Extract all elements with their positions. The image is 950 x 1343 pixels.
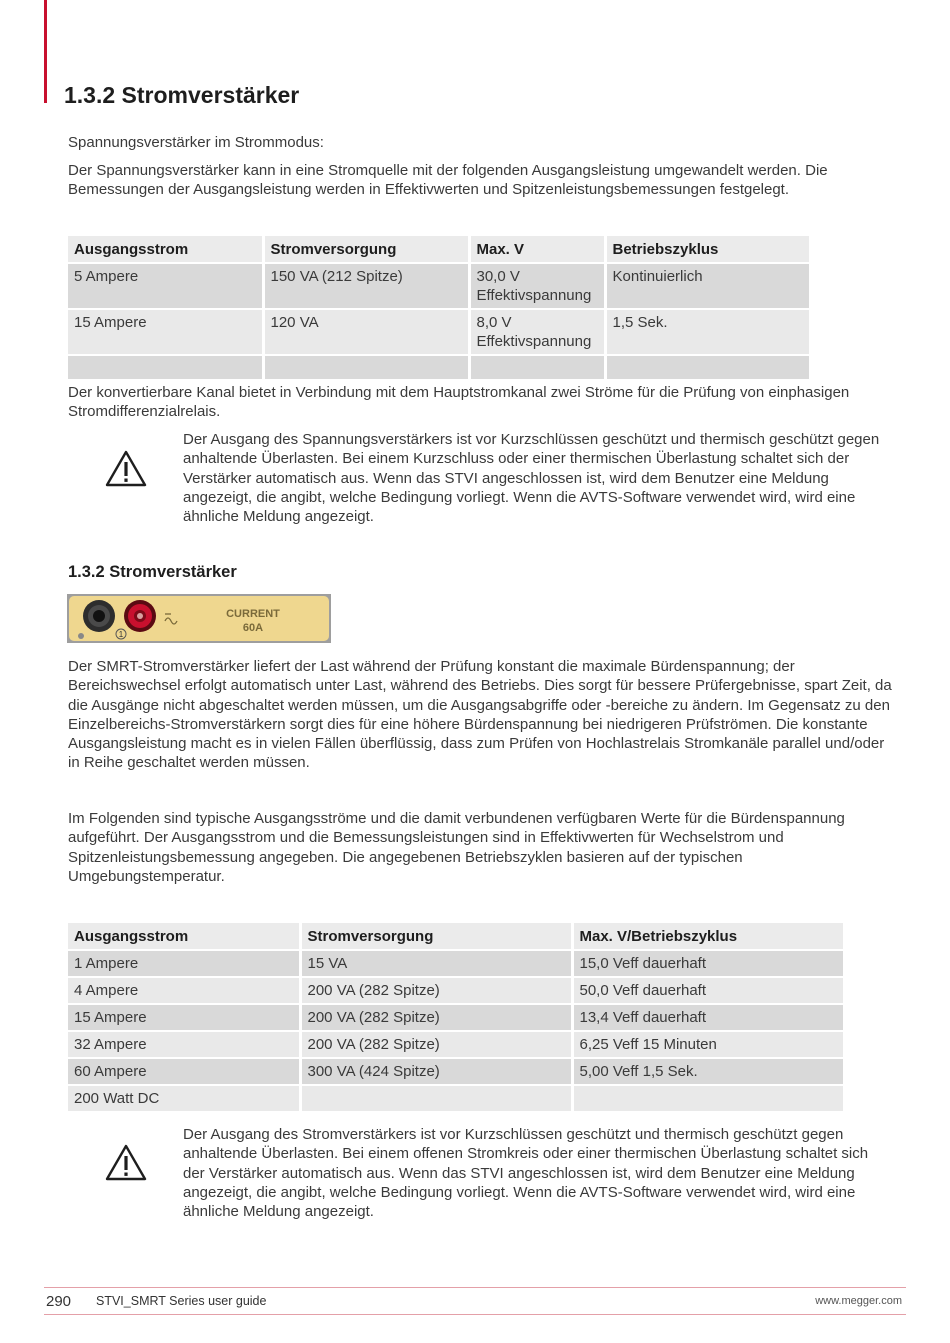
table-row [68, 950, 844, 977]
table-row [68, 1004, 844, 1031]
table-cell: 200 VA (282 Spitze) [300, 977, 572, 1004]
table-header-cell: Max. V/Betriebszyklus [572, 923, 844, 950]
table-cell [572, 1085, 844, 1112]
table-header-cell: Max. V [469, 236, 605, 263]
table-cell: 15 Ampere [68, 309, 263, 355]
table-cell: 150 VA (212 Spitze) [263, 263, 469, 309]
channel-number: 1 [118, 630, 124, 639]
table-header-cell: Ausgangsstrom [68, 236, 263, 263]
description-text: Der Spannungsverstärker kann in eine Stromquelle mit der folgenden Ausgangsleistung umgewandelt werden. Die Bemessungen der Ausgangsleistung werden in Effektivwerten und Spitzenleistungsbemessungen festgelegt. [68, 162, 828, 199]
table-cell: 8,0 V Effektivspannung [469, 309, 605, 355]
header-accent-bar [44, 0, 47, 103]
table-row [68, 309, 810, 355]
table-cell: 5,00 Veff 1,5 Sek. [572, 1058, 844, 1085]
table-cell-empty [605, 355, 810, 380]
table-cell: 15 VA [300, 950, 572, 977]
red-terminal-icon [124, 600, 156, 632]
table-cell: 200 Watt DC [68, 1085, 300, 1112]
table-cell: 60 Ampere [68, 1058, 300, 1085]
warning-triangle-icon [104, 449, 148, 489]
table-row [68, 1031, 844, 1058]
current-amp-warning-text: Der Ausgang des Stromverstärkers ist vor Kurzschlüssen geschützt und thermisch geschützt gegen anhaltende Überlasten. Bei einem offenen Stromkreis oder einer thermischen Überlastung schaltet sich der Verstärker automatisch aus. Wenn das STVI angeschlossen ist, wird dem Benutzer eine Meldung angezeigt, die angibt, welche Bedingung vorliegt. Wenn die AVTS-Software verwendet wird, wird eine ähnliche Meldung angezeigt. [183, 1126, 869, 1221]
device-label-current: CURRENT [226, 608, 280, 620]
table-header-cell: Stromversorgung [300, 923, 572, 950]
table-cell: 200 VA (282 Spitze) [300, 1031, 572, 1058]
current-amplifier-table [68, 923, 846, 1113]
table-row [68, 263, 810, 309]
typical-currents-text: Im Folgenden sind typische Ausgangsströme und die damit verbundenen verfügbaren Werte für die Bürdenspannung aufgeführt. Der Ausgangsstrom und die Bemessungsleistungen sind in Effektivwerten für Wechselstrom und Spitzenleistungsbemessung angegeben. Die angegebenen Betriebszyklen basieren auf der typischen Umgebungstemperatur. [68, 810, 845, 885]
footer-divider [44, 1314, 906, 1315]
voltage-amp-current-mode-table [68, 236, 812, 381]
black-terminal-icon [83, 600, 115, 632]
table-cell: 4 Ampere [68, 977, 300, 1004]
table-row [68, 1058, 844, 1085]
table-cell: 32 Ampere [68, 1031, 300, 1058]
warning-triangle-icon [104, 1143, 148, 1183]
section-heading: 1.3.2 Stromverstärker [68, 563, 237, 581]
table-header-cell: Stromversorgung [263, 236, 469, 263]
table-cell: 6,25 Veff 15 Minuten [572, 1031, 844, 1058]
current-amplifier-panel-image [67, 594, 331, 643]
table-header-cell: Ausgangsstrom [68, 923, 300, 950]
table-cell: Kontinuierlich [605, 263, 810, 309]
convertible-channel-text: Der konvertierbare Kanal bietet in Verbindung mit dem Hauptstromkanal zwei Ströme für die Prüfung von einphasigen Stromdifferenzialrelais. [68, 384, 850, 421]
table-cell: 5 Ampere [68, 263, 263, 309]
table-cell: 200 VA (282 Spitze) [300, 1004, 572, 1031]
table-cell [300, 1085, 572, 1112]
table-cell: 120 VA [263, 309, 469, 355]
table-cell-empty [68, 355, 263, 380]
table-row [68, 1085, 844, 1112]
table-cell: 1 Ampere [68, 950, 300, 977]
table-cell: 13,4 Veff dauerhaft [572, 1004, 844, 1031]
document-title: STVI_SMRT Series user guide [96, 1294, 267, 1308]
footer-divider [44, 1287, 906, 1288]
table-cell: 30,0 V Effektivspannung [469, 263, 605, 309]
table-cell-empty [469, 355, 605, 380]
table-cell: 50,0 Veff dauerhaft [572, 977, 844, 1004]
table-cell: 15,0 Veff dauerhaft [572, 950, 844, 977]
table-cell: 1,5 Sek. [605, 309, 810, 355]
table-header-cell: Betriebszyklus [605, 236, 810, 263]
intro-text: Spannungsverstärker im Strommodus: [68, 134, 324, 151]
table-row-empty [68, 355, 810, 380]
voltage-amp-warning-text: Der Ausgang des Spannungsverstärkers ist vor Kurzschlüssen geschützt und thermisch geschützt gegen anhaltende Überlasten. Bei einem Kurzschluss oder einer thermischen Überlastung schaltet sich der Verstärker automatisch aus. Wenn das STVI angeschlossen ist, wird dem Benutzer eine Meldung angezeigt, die angibt, welche Bedingung vorliegt. Wenn die AVTS-Software verwendet wird, wird eine ähnliche Meldung angezeigt. [183, 431, 880, 526]
page-number: 290 [46, 1293, 72, 1310]
table-cell-empty [263, 355, 469, 380]
table-row [68, 977, 844, 1004]
table-cell: 15 Ampere [68, 1004, 300, 1031]
table-cell: 300 VA (424 Spitze) [300, 1058, 572, 1085]
smrt-description-text: Der SMRT-Stromverstärker liefert der Last während der Prüfung konstant die maximale Bürdenspannung; der Bereichswechsel erfolgt automatisch unter Last, während des Betriebs. Dies sorgt für bessere Prüfergebnisse, spart Zeit, da die Ausgänge nicht abgeschaltet werden müssen, um die Ausgangsabgriffe oder -bereiche zu ändern. Im Gegensatz zu den Einzelbereichs-Stromverstärkern sorgt dies für eine höhere Bürdenspannung bei niedrigeren Prüfströmen. Die konstante Ausgangsleistung macht es in vielen Fällen überflüssig, dass zum Prüfen von Hochlastrelais Stromkanäle parallel und/oder in Reihe geschaltet werden müssen. [68, 658, 892, 772]
website-link[interactable]: www.megger.com [815, 1295, 902, 1307]
device-label-amps: 60A [242, 622, 264, 634]
page-title: 1.3.2 Stromverstärker [64, 82, 300, 108]
